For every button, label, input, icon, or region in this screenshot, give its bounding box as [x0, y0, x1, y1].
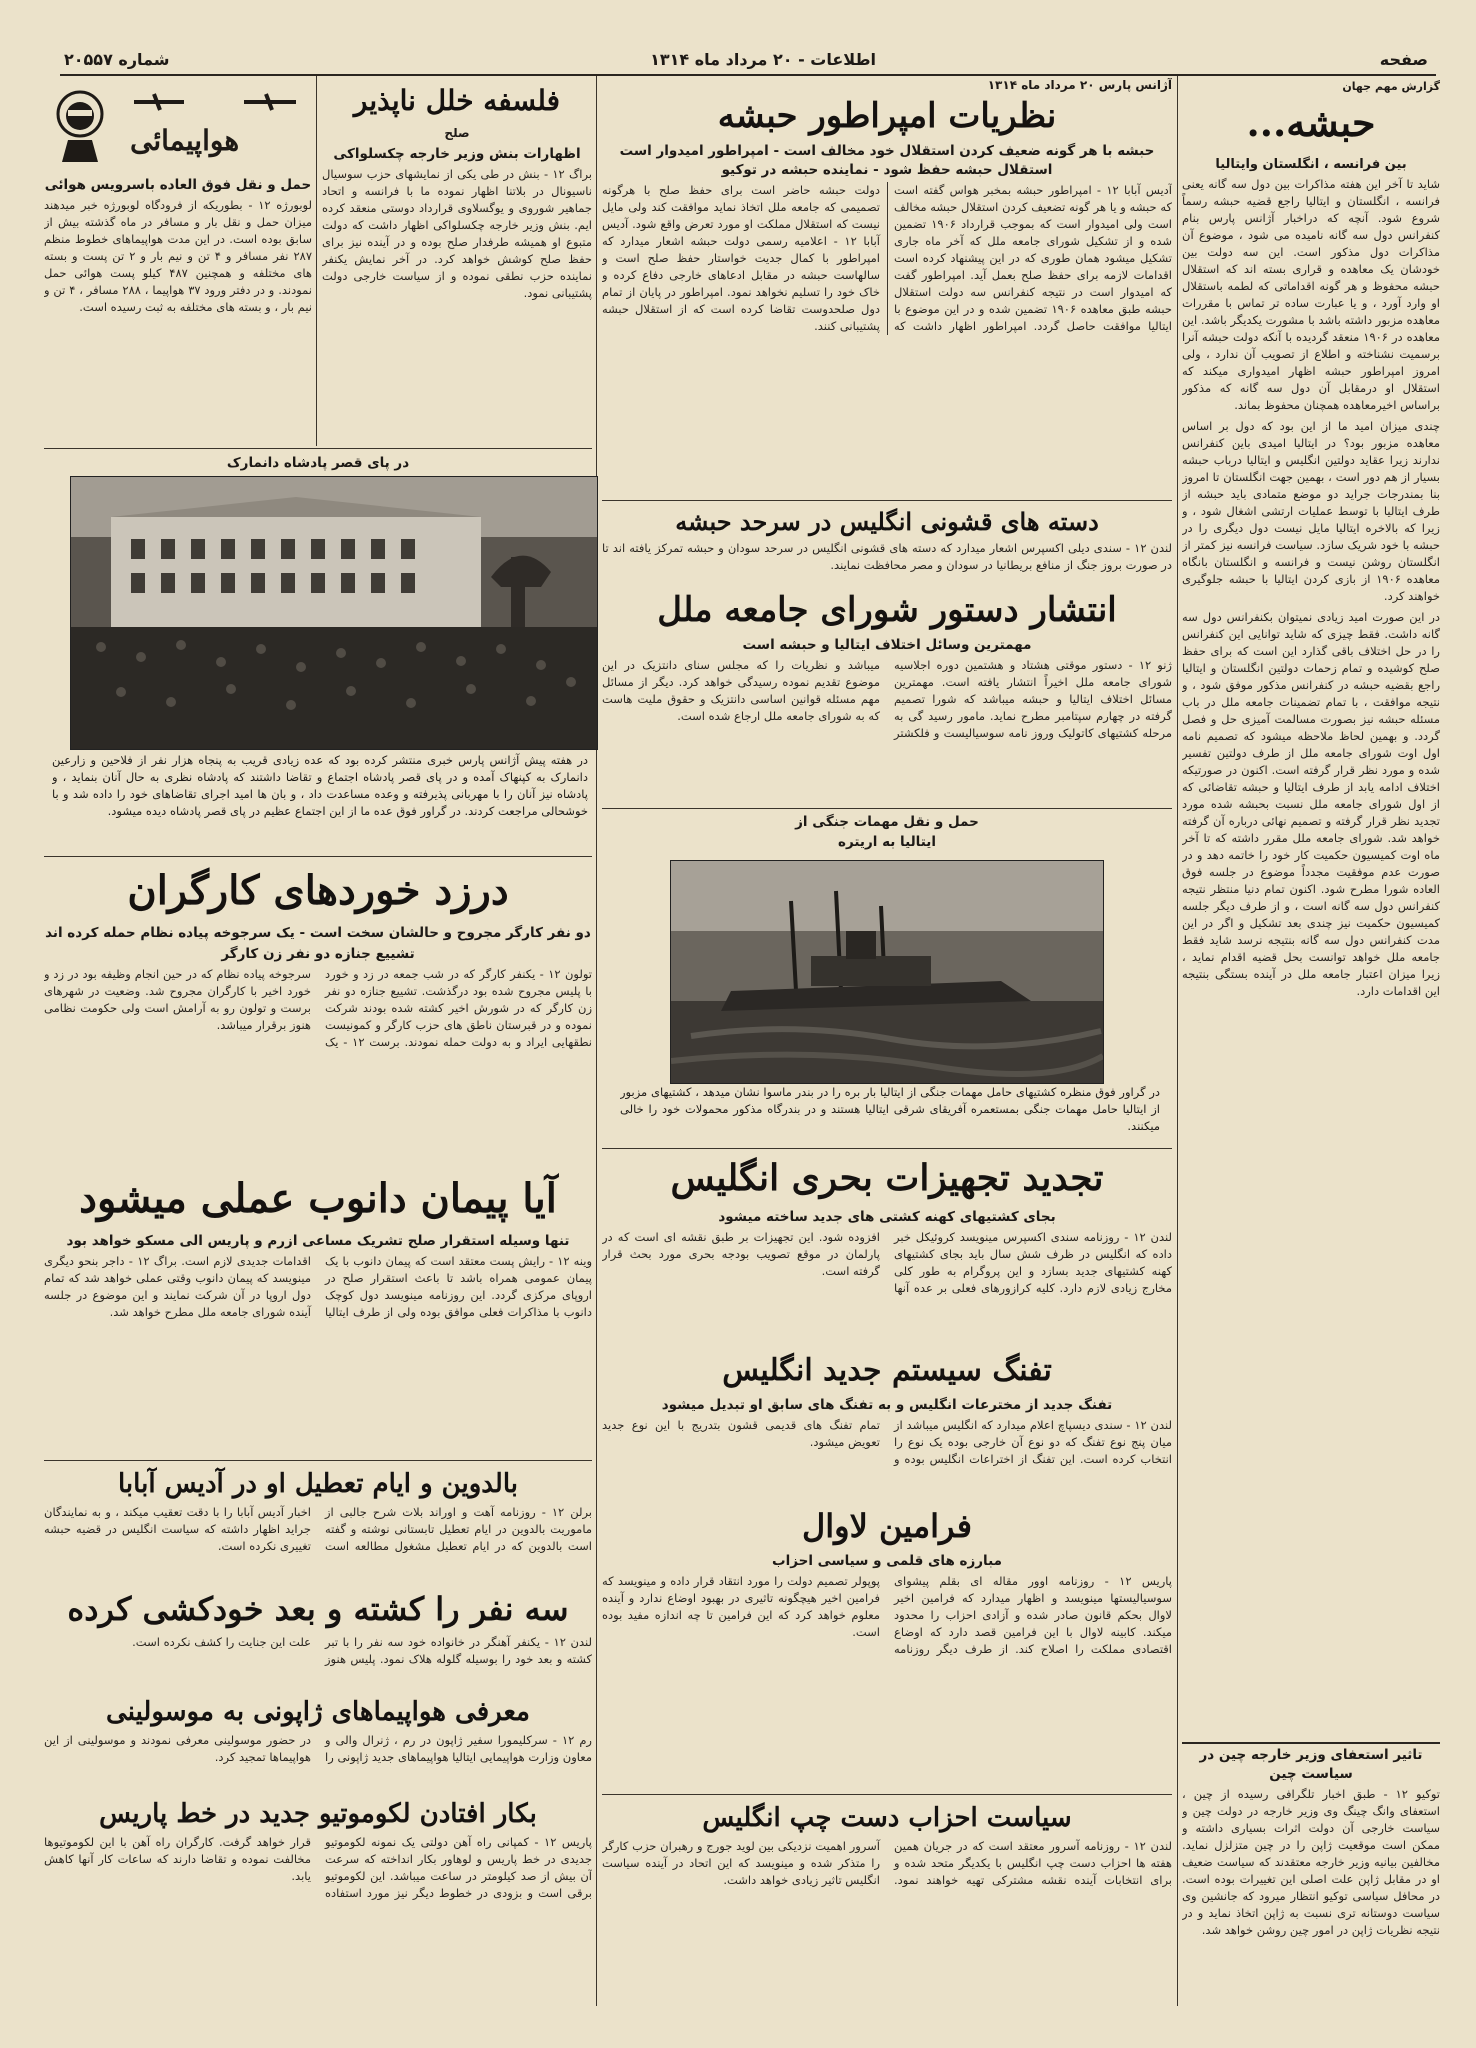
article-body [602, 182, 1172, 335]
headline-laval: فرامین لاوال [802, 1507, 972, 1545]
workers-block [44, 860, 592, 1166]
section-divider [602, 1794, 1172, 1795]
center-laval-block [602, 1502, 1172, 1792]
subhead-league: مهمترین وسائل اختلاف ایتالیا و حبشه است [742, 637, 1032, 653]
article-body: لندن ۱۲ - سندی دیلی اکسپرس اشعار میدارد که دسته های قشونی انگلیس در سرحد سودان و حبشه تمرکز یافته اند تا در صورت بروز جنگ از منافع بریطانیا در سودان و مصر محافظت نمایند. [602, 541, 1172, 572]
article-body: لندن ۱۲ - سندی دیسپاچ اعلام میدارد که انگلیس میباشد از میان پنج نوع تفنگ که دو نوع آن خارجی بوده یک نوع را انتخاب کرده است. این تفنگ از اختراعات انگلیس بوده و تمام تفنگ های قدیمی قشون بتدریج با این نوع جدید تعویض میشود. [602, 1418, 1172, 1466]
section-divider [602, 1148, 1172, 1149]
subhead-workers: دو نفر کارگر مجروح و حالشان سخت است - یک سرجوخه پیاده نظام حمله کرده اند [45, 925, 591, 941]
headline-left-parties: سیاست احزاب دست چپ انگلیس [702, 1803, 1072, 1833]
section-divider [602, 808, 1172, 809]
article-body: برلن ۱۲ - روزنامه آهت و اوراند بلات شرح جالبی از ماموریت بالدوین در ایام تعطیل تابستانی نوشته و گفته است بالدوین که در ایام تعطیل مشغول مطالعه است اخبار آدیس آبابا را با دقت تعقیب میکند ، و به نمایندگان جراید اظهار داشته که سیاست انگلیس در قضیه حبشه تغییری نکرده است. [44, 1505, 592, 1553]
headline-locomotive: بکار افتادن لکوموتیو جدید در خط پاریس [99, 1799, 537, 1829]
photo-headline-ships: حمل و نقل مهمات جنگی از ایتالیا به اریتره [795, 814, 979, 850]
headline-china: تاثیر استعفای وزیر خارجه چین در سیاست چین [1199, 1747, 1423, 1782]
aviation-section-title: هواپیمائی [130, 124, 240, 157]
page-label: صفحه [1379, 50, 1428, 69]
issue-number: شماره ۲۰۵۵۷ [64, 50, 170, 69]
issue-date: اطلاعات - ۲۰ مرداد ماه ۱۳۱۴ [650, 50, 876, 69]
photo-headline-denmark: در پای قصر پادشاه دانمارک [226, 455, 410, 471]
right-column [1182, 80, 1440, 1740]
article-body: لندن ۱۲ - روزنامه آسرور معتقد است که در جریان همین هفته ها احزاب دست چپ انگلیس با یکدیگر متحد شده و برای انتخابات آینده نقشه مشترکی تهیه خواهند نمود. آسرور اهمیت نزدیکی بین لوید جورج و رهبران حزب کارگر را متذکر شده و مینویسد که این اتحاد در آینده سیاست انگلیس تاثیر زیادی خواهد داشت. [602, 1839, 1172, 1887]
subhead-navy: بجای کشتیهای کهنه کشتی های جدید ساخته میشود [718, 1209, 1056, 1225]
article-body: شاید تا آخر این هفته مذاکرات بین دول سه گانه یعنی فرانسه ، انگلستان و ایتالیا راجع قضیه حبشه رسماً شروع شود. آنچه که دراخبار آژانس پارس بنام کنفرانس دول سه گانه نامیده می شود ، موضوع آن مذاکرات دول مذکور است. این سه دولت بین خودشان یک معاهده و قراری بسته اند که استقلال حبشه محفوظ و هر گونه اقداماتی که لطمه باستقلال او وارد آورد ، و یا عبارت ساده تر تماس با مقررات معاهده مزبور داشته باشد با مشورت یکدیگر باشد. این معاهده در ۱۹۰۶ منعقد گردیده با آنکه دولت حبشه آنرا برسمیت نشناخته و اطلاع از تصویب آن ندارد ، ولی امروز امپراطور حبشه اظهار امیدواری میکند که استقلال او درمقابل آن دول سه گانه که مذکور براساس اخیرمعاهده همچنان محفوظ بماند. [1182, 177, 1440, 412]
ships-photo [670, 860, 1104, 1084]
headline-workers: درزد خوردهای کارگران [127, 867, 509, 914]
headline-navy: تجدید تجهیزات بحری انگلیس [670, 1157, 1104, 1199]
section-divider [602, 500, 1172, 501]
center-rifle-block [602, 1348, 1172, 1500]
column-rule [1177, 76, 1178, 2006]
headline-troops: دسته های قشونی انگلیس در سرحد حبشه [675, 507, 1099, 536]
center-troops-block [602, 504, 1172, 584]
subhead-emperor: حبشه با هر گونه ضعیف کردن استقلال خود مخالف است - امپراطور امیدوار است استقلال حبشه حفظ شود - نماینده حبشه در توکیو [619, 143, 1155, 178]
article-body: پاریس ۱۲ - روزنامه اوور مقاله ای بقلم پیشوای سوسیالیستها مینویسد و اظهار میدارد که فرامین اخیر لاوال بحکم قانون صادر شده و آزادی احزاب را محدود میکند. کابینه لاوال با این فرامین قصد دارد که اوضاع اقتصادی مملکت را اصلاح کند. از طرف دیگر روزنامه پوپولر تصمیم دولت را مورد انتقاد قرار داده و مینویسد که فرامین اخیر هیچگونه تاثیری در بهبود اوضاع ندارد و آینده معلوم خواهد کرد که این فرامین تا چه اندازه مفید بوده است. [602, 1574, 1172, 1656]
section-kicker: گزارش مهم جهان [1342, 80, 1440, 93]
center-navy-block [602, 1150, 1172, 1346]
subhead-benes: اظهارات بنش وزیر خارجه چکسلواکی [333, 146, 581, 162]
headline-emperor: نظریات امپراطور حبشه [717, 96, 1057, 136]
agency-kicker: آژانس پارس ۲۰ مرداد ماه ۱۳۱۴ [987, 78, 1172, 92]
aviation-block [44, 78, 312, 448]
ships-caption-block [620, 1084, 1160, 1144]
section-divider [44, 1460, 592, 1461]
subhead-peace: صلح [444, 126, 470, 140]
baldwin-block [44, 1464, 592, 1582]
section-divider [44, 856, 592, 857]
article-body: براگ ۱۲ - بنش در طی یکی از نمایشهای حزب سوسیال ناسیونال در بلاتنا اظهار نموده ما با فرانسه و اتحاد جماهیر شوروی و یوگسلاوی قرارداد دوستی منعقد کرده ایم. بنش وزیر خارجه چکسلواکی اظهار داشت که دولت متبوع او همیشه طرفدار صلح بوده و در آینده نیز برای حفظ صلح کوشش خواهد کرد. در آخر نمایش یکنفر نماینده حزب نطقی نموده و از سیاست خارجی دولت پشتیبانی نمود. [322, 167, 592, 300]
china-box [1182, 1742, 1440, 1944]
aviation-banner [44, 78, 312, 174]
subhead-danube: تنها وسیله استقرار صلح تشریک مساعی ازرم و پاریس الی مسکو خواهد بود [66, 1233, 570, 1249]
center-photo-title [602, 812, 1172, 856]
subhead-rifle: تفنگ جدید از مخترعات انگلیس و به تفنگ های سابق او تبدیل میشود [661, 1397, 1113, 1413]
column-rule [316, 76, 317, 446]
denmark-photo-title-block [44, 452, 592, 476]
murder-block [44, 1584, 592, 1690]
center-league-block [602, 586, 1172, 806]
headline-league: انتشار دستور شورای جامعه ملل [657, 590, 1117, 630]
crowd-illustration [71, 477, 597, 749]
article-body: وینه ۱۲ - رایش پست معتقد است که پیمان دانوب با یک پیمان عمومی همراه باشد تا باعث استقرار صلح در اروپای مرکزی گردد. این روزنامه مینویسد دول کوچک دانوب با مذاکرات فعلی موافق بوده ولی از طرف ایتالیا اقدامات جدیدی لازم است. براگ ۱۲ - داجر بنحو دیگری مینویسد که پیمان دانوب وقتی عملی خواهد شد که تمام دول اروپا در آن شرکت نمایند و این موضوع در جلسه آینده شورای جامعه ملل مطرح خواهد شد. [44, 1254, 592, 1319]
headline-murder: سه نفر را کشته و بعد خودکشی کرده [67, 1590, 569, 1628]
article-body: چندی میزان امید ما از این بود که دول بر اساس معاهده مزبور بود؟ در ایتالیا امیدی باین کنفرانس ندارند زیرا عقاید دولتین انگلیس و ایتالیا درباب حبشه بسیار از هم دور است ، بهمین جهت انگلستان تا امروز بنا بمندرجات جراید دو موضع متمادی باید حبشه از طرف ایتالیا با توسط عملیات ارتشی اشغال شود ، و زیرا که بالاخره ایتالیا مایل نیست دول دیگری را در حبشه با خود شریک سازد. سیاست فرانسه نیز کمتر از انگلستان روشن نیست و فرانسه و انگلستان بانگاه معاهده ۱۹۰۶ از بازی کردن ایتالیا با حبشه جلوگیری خواهند کرد. [1182, 419, 1440, 603]
center-top-block [602, 78, 1172, 510]
article-text: آدیس آبابا ۱۲ - امپراطور حبشه بمخبر هواس گفته است که حبشه و یا هر گونه تضعیف کردن استقلال حبشه مخالف است ولی امیدوار است که بموجب قرارداد ۱۹۰۶ تضمین شده و از تشکیل شورای جامعه ملل که آخر ماه جاری تشکیل میشود همان طوری که در این پیشنهاد کرده است اقدامات لازمه برای حفظ صلح بعمل آید. امپراطور گفت که امیدوار است در نتیجه کنفرانس سه دولت استقلال حبشه طبق معاهده ۱۹۰۶ تضمین شده و در این موضوع با ایتالیا موافقت حاصل گردد. امپراطور اظهار داشت که دولت حبشه حاضر است برای حفظ صلح با هرگونه تصمیمی که جامعه ملل اتخاذ نماید موافقت کند ولی مایل نیست که استقلال مملکت او مورد تعرض واقع شود. [602, 183, 1172, 333]
article-body: در این صورت امید زیادی نمیتوان بکنفرانس دول سه گانه داشت. فقط چیزی که شاید توانایی این کنفرانس را در حل اختلاف باقی گذارد این است که برای حفظ صلح کوشیده و تمام زحمات دولتین انگلستان و ایتالیا راجع بقضیه حبشه در کنفرانس مذکور موفق شود ، و نتیجه موافقت ، با تمام تضمینات جامعه ملل در باب مسئله حبشه نیز بصورت مسالمت آمیزی حل و فصل گردد. و بهمین لحاظ ملاحظه میشود که تصمیم نامه اول اوت شورای جامعه ملل از طرف دولتین تفسیر شده و مورد نظر قرار گرفته است. اکنون در صورتیکه اختلاف ادامه یابد از طرف ایتالیا و حبشه تقاضائی که از اول شورای جامعه ملل نسبت بحبشه شده مورد تجدید نظر قرار گرفته و تصمیم نهائی درباره آن گرفته خواهد شد. شورای جامعه ملل مقرر داشته که تا آخر ماه اوت کمیسیون حکمیت کار خود را خاتمه دهد و در صورت عدم موفقیت مجدداً موضوع در جلسه فوق العاده شورا مطرح شود. اکنون تمام دنیا منتظر نتیجه کنفرانس دول سه گانه است ، و از طرف دیگر جلسه کمیسیون حکمیت نیز چندی بعد تشکیل و اگر در این مدت کنفرانس دول سه گانه بنتیجه نرسد شاید فقط جامعه ملل خواهد توانست بحل قضیه اقدام نماید ، زیرا میزان اعتبار جامعه ملل در آینده بستگی بنتیجه این اقدامات دارد. [1182, 610, 1440, 998]
headline-rifle: تفنگ سیستم جدید انگلیس [722, 1353, 1052, 1388]
headline-air-transport: حمل و نقل فوق العاده باسرویس هوائی [44, 177, 312, 193]
article-body: رم ۱۲ - سرکلیمورا سفیر ژاپون در رم ، ژنرال والی و معاون وزارت هواپیمایی ایتالیا هواپیماهای جدید ژاپونی را در حضور موسولینی معرفی نمودند و موسولینی از این هواپیماها تمجید کرد. [44, 1733, 592, 1764]
headline-philosophy: فلسفه خلل ناپذیر [353, 84, 561, 117]
subhead-funeral: تشییع جنازه دو نفر زن کارگر [221, 946, 415, 962]
headline-japanese-planes: معرفی هواپیماهای ژاپونی به موسولینی [106, 1697, 530, 1727]
photo-caption-denmark: در هفته پیش آژانس پارس خبری منتشر کرده بود که عده زیادی قریب به پنجاه هزار نفر از فلاحین و زارعین دانمارک به کپنهاک آمده و در پای قصر پادشاه اجتماع و تقاضا داشتند که پادشاه نظری به حال آنان بنماید ، و پادشاه نیز آنان را با مهربانی پذیرفته و وعده مساعدت داد ، و بان ها امید اجرای تقاضاهای خود را داده شد و با خوشحالی مراجعت کردند. در گراور فوق عده ما از این اجتماع عظیم در پای قصر پادشاه دیده میشود. [52, 753, 588, 818]
article-body: ژنو ۱۲ - دستور موقتی هشتاد و هشتمین دوره اجلاسیه شورای جامعه ملل اخیراً انتشار یافته است. مهمترین مسائل اختلاف ایتالیا و حبشه میباشد که شورا تصمیم گرفته در چهارم سپتامبر مطرح نماید. مامور رسید گی به مرحله کشتیهای کاتولیک وروز نامه سوسیالیست و فلکشتر میباشد و نظریات را که مجلس سنای دانتزیک در این موضوع تقدیم نموده رسیدگی خواهد کرد. دیگر از مسائل مهم مسئله قوانین اساسی دانتزیک و حقوق ملیت هاست که به شورای جامعه ملل ارجاع شده است. [602, 658, 1172, 740]
article-body: لوبورژه ۱۲ - بطوریکه از فرودگاه لوبورژه خبر میدهند میزان حمل و نقل بار و مسافر در ماه گذشته بیش از سابق بوده است. در این مدت هواپیماهای خطوط منظم ۲۸۷ نفر مسافر و ۴ تن و نیم بار و ۲ تن پست و بسته های مختلفه و همچنین ۴۸۷ کیلو پست هوائی حمل نمودند. و در دفتر ورود ۳۷ هواپیما ، ۲۸۸ مسافر ، ۴ تن و نیم بار ، و بسته های مختلفه به ثبت رسیده است. [44, 198, 312, 314]
denmark-photo [70, 476, 598, 750]
headline-danube: آیا پیمان دانوب عملی میشود [79, 1175, 557, 1222]
article-body: تولون ۱۲ - یکنفر کارگر که در شب جمعه در زد و خورد با پلیس مجروح شده بود درگذشت. تشییع جنازه دو نفر زن کارگر که در شورش اخیر کشته شده بودند شرکت نموده و در قبرستان ناطق های حزب کارگر و کمونیست نطقهایی ایراد و به دولت حمله نمودند. برست ۱۲ - یک سرجوخه پیاده نظام که در حین انجام وظیفه بود در زد و خورد اخیر با کارگران مجروح شد. وضعیت در شهرهای برست و تولون رو به آرامش است ولی حکومت نظامی هنوز برقرار میباشد. [44, 967, 592, 1049]
column-rule [596, 76, 597, 2006]
pilot-icon [48, 84, 112, 164]
airplane-icon [124, 88, 304, 116]
subhead-laval: مبارزه های قلمی و سیاسی احزاب [772, 1553, 1002, 1569]
article-body: لندن ۱۲ - روزنامه سندی اکسپرس مینویسد کروئیکل خبر داده که انگلیس در ظرف شش سال باید بجای کشتیهای کهنه کشتیهای جدید بسازد و این پروگرام به طور کلی مخارج زیادی لازم دارد. کلیه کرازورهای فعلی بر عده آنها افزوده شود. این تجهیزات بر طبق نقشه ای است که در پارلمان در موقع تصویب بودجه بحری مورد بحث قرار گرفته است. [602, 1230, 1172, 1295]
section-divider [44, 448, 592, 449]
photo-caption-ships: در گراور فوق منظره کشتیهای حامل مهمات جنگی از ایتالیا بار بره را در بندر ماسوا نشان میدهد ، کشتیهای مزبور از ایتالیا حامل مهمات جنگی بمستعمره آفریقای شرقی ایتالیا هستند و در بندرگاه مذکور محمولات خود را خالی میکنند. [620, 1085, 1160, 1133]
danube-block [44, 1168, 592, 1458]
article-body: لندن ۱۲ - یکنفر آهنگر در خانواده خود سه نفر را با تبر کشته و بعد خود را بوسیله گلوله هلاک نمود. پلیس هنوز علت این جنایت را کشف نکرده است. [132, 1635, 592, 1666]
article-body: پاریس ۱۲ - کمپانی راه آهن دولتی یک نمونه لکوموتیو جدیدی در خط پاریس و لوهاور بکار انداخته که سرعت آن بیش از صد کیلومتر در ساعت میباشد. این لکوموتیو برقی است و بزودی در خطوط دیگر نیز مورد استفاده قرار خواهد گرفت. کارگران راه آهن با این لکوموتیوها مخالفت نموده و تقاضا دارند که ساعات کار آنها کاهش یابد. [44, 1835, 592, 1900]
subhead-three-powers: بین فرانسه ، انگلستان وایتالیا [1215, 157, 1407, 172]
center-leftparties-block [602, 1798, 1172, 1948]
locomotive-block [44, 1794, 592, 1948]
headline-baldwin: بالدوین و ایام تعطیل او در آدیس آبابا [118, 1469, 518, 1499]
planes-block [44, 1692, 592, 1792]
page-header [60, 48, 1436, 76]
headline-habasha: حبشه... [1246, 100, 1376, 145]
article-body: توکیو ۱۲ - طبق اخبار تلگرافی رسیده از چین ، استعفای وانگ چینگ وی وزیر خارجه در دولت چین و سیاست خارجی آن دولت اثرات بسیاری داشته و ممکن است موقعیت ژاپن را در چین متزلزل نماید. مخالفین بیانیه وزیر خارجه معتقدند که سیاست ضعیف او در مقابل ژاپن علت اصلی این تغییرات بوده است. در محافل سیاسی توکیو انتظار میرود که جانشین وی سیاست دوستانه تری نسبت به ژاپن اتخاذ نماید و در نتیجه نظریات ژاپن در امور چین روشن خواهد شد. [1182, 1787, 1440, 1937]
denmark-caption-block [52, 752, 588, 852]
ships-illustration [671, 861, 1103, 1083]
article-text: آدیس آبابا ۱۲ - اعلامیه رسمی دولت حبشه اشعار میدارد که امپراطور با کمال جدیت خواستار حفظ صلح است و سالهاست حبشه در مقابل ادعاهای خارجی دفاع کرده و خاک خود را تسلیم نخواهد نمود. امپراطور در پایان از تمام دول صلحدوست تقاضا کرده است که از استقلال حبشه پشتیبانی کنند. [602, 217, 880, 333]
philosophy-block [322, 78, 592, 448]
